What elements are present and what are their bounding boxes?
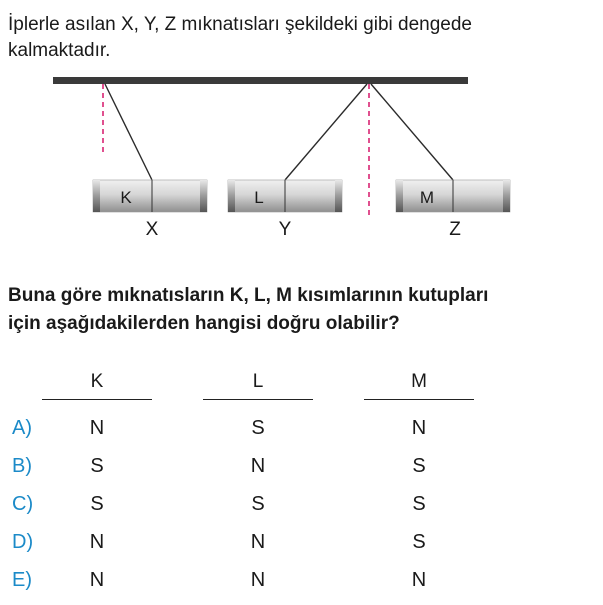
column-header-l: L [252,371,264,392]
magnet-figure [0,70,603,250]
option-value-m: N [411,417,427,439]
question-line-1: Buna göre mıknatısların K, L, M kısımlarının kutupları [8,285,489,306]
intro-line-2: kalmaktadır. [8,40,111,61]
option-value-k: N [89,569,105,591]
answer-option-a[interactable] [0,417,603,453]
option-letter: C) [12,493,34,515]
magnet-y-label-l: L [254,188,264,207]
option-letter: D) [12,531,34,553]
option-value-m: S [412,531,426,553]
answer-table [0,365,603,603]
thread-z [371,84,453,180]
magnet-y-name: Y [278,219,292,240]
option-value-l: N [250,455,266,477]
magnet-z-name: Z [449,219,461,240]
option-value-m: S [412,493,426,515]
option-value-k: S [90,455,104,477]
answer-option-e[interactable] [0,569,603,605]
intro-text [8,12,598,64]
thread-y [285,84,367,180]
option-value-l: S [251,417,265,439]
thread-x [105,84,152,180]
answer-option-d[interactable] [0,531,603,567]
column-header-m: M [411,371,427,392]
column-rule-k [42,399,152,400]
option-letter: E) [12,569,32,591]
magnet-x-label-k: K [120,188,132,207]
answer-option-b[interactable] [0,455,603,491]
question-text [8,282,603,338]
option-value-k: N [89,531,105,553]
option-letter: B) [12,455,32,477]
magnet-z-label-m: M [419,188,435,207]
answer-option-c[interactable] [0,493,603,529]
magnet-x-name: X [145,219,159,240]
intro-line-1: İplerle asılan X, Y, Z mıknatısları şekildeki gibi dengede [8,14,472,35]
hanging-rod [53,77,468,84]
option-value-l: N [250,569,266,591]
option-letter: A) [12,417,32,439]
column-rule-m [364,399,474,400]
option-value-k: S [90,493,104,515]
magnet-y [228,180,342,212]
question-line-2: için aşağıdakilerden hangisi doğru olabilir? [8,313,400,334]
column-rule-l [203,399,313,400]
magnet-z [396,180,510,212]
option-value-m: N [411,569,427,591]
magnet-x [93,180,207,212]
column-header-k: K [90,371,104,392]
option-value-m: S [412,455,426,477]
option-value-l: S [251,493,265,515]
option-value-l: N [250,531,266,553]
option-value-k: N [89,417,105,439]
